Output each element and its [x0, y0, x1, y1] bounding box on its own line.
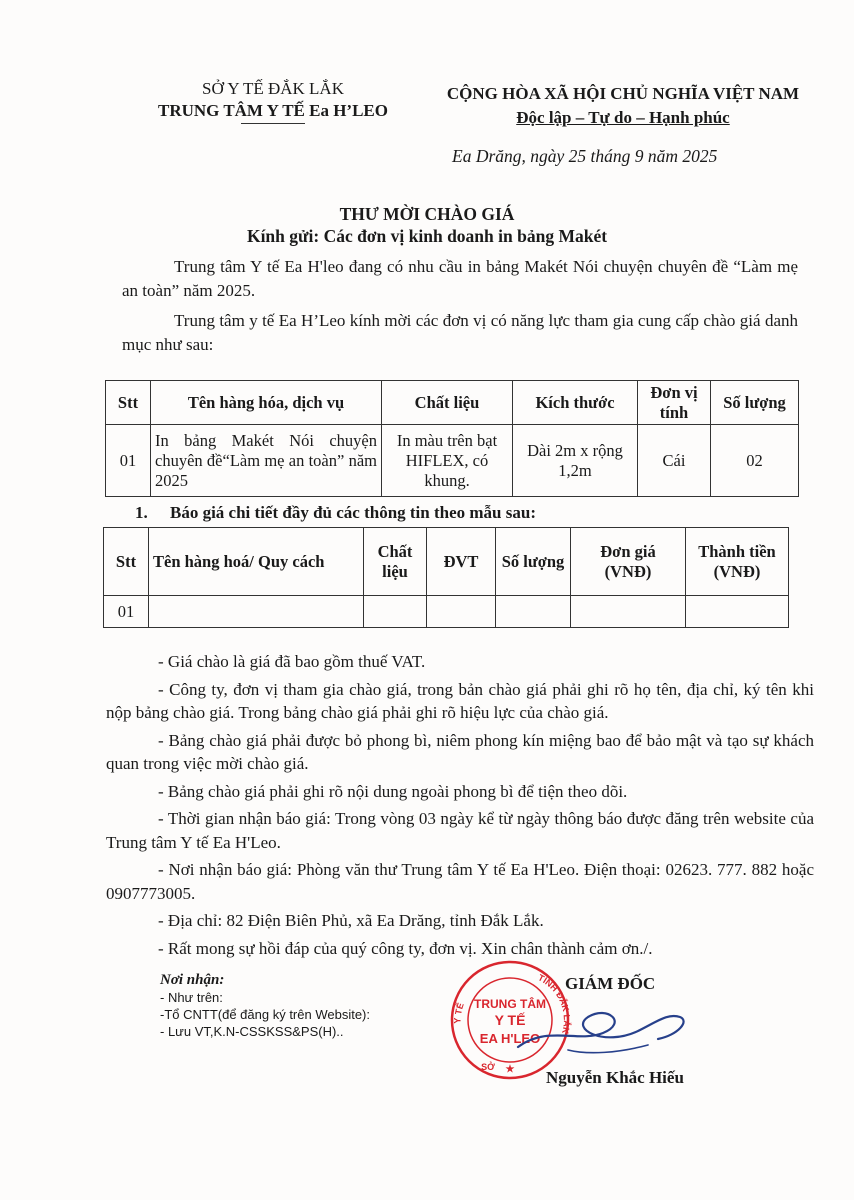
recipients-title: Nơi nhận: — [160, 972, 225, 988]
quote-col-total: Thành tiền (VNĐ) — [686, 528, 789, 596]
issuer-block — [128, 78, 418, 124]
quote-col-name: Tên hàng hoá/ Quy cách — [149, 528, 364, 596]
issuer-department: SỞ Y TẾ ĐẮK LẮK — [202, 79, 344, 98]
note-item: - Công ty, đơn vị tham gia chào giá, trong bản chào giá phải ghi rõ họ tên, địa chỉ, ký tên khi nộp bảng chào giá. Trong bảng chào giá phải ghi rõ hiệu lực của chào giá. — [106, 679, 814, 722]
recipient-item: - Như trên: — [160, 990, 223, 1005]
document-title: THƯ MỜI CHÀO GIÁ — [339, 204, 515, 224]
goods-table-row — [106, 425, 799, 497]
recipient-item: -Tổ CNTT(để đăng ký trên Website): — [160, 1007, 370, 1022]
date-line: Ea Drăng, ngày 25 tháng 9 năm 2025 — [452, 146, 718, 166]
goods-cell-unit: Cái — [638, 425, 711, 497]
recipients-block — [160, 972, 370, 1040]
signer-name: Nguyễn Khắc Hiếu — [546, 1068, 684, 1087]
quote-cell-total — [686, 596, 789, 628]
quote-cell-stt: 01 — [104, 596, 149, 628]
goods-cell-name: In bảng Makét Nói chuyện chuyên đề“Làm mẹ an toàn” năm 2025 — [151, 425, 382, 497]
section-number: 1. — [135, 503, 148, 522]
goods-table-header-row — [106, 381, 799, 425]
stamp-line-1: TRUNG TÂM — [474, 997, 546, 1011]
goods-cell-stt: 01 — [106, 425, 151, 497]
goods-cell-material: In màu trên bạt HIFLEX, có khung. — [382, 425, 513, 497]
goods-cell-quantity: 02 — [711, 425, 799, 497]
goods-cell-size: Dài 2m x rộng 1,2m — [513, 425, 638, 497]
note-item: - Nơi nhận báo giá: Phòng văn thư Trung tâm Y tế Ea H'Leo. Điện thoại: 02623. 777. 882 hoặc 0907773005. — [106, 860, 814, 903]
stamp-ring-right: TỈNH ĐẮK LẮK — [536, 972, 572, 1035]
goods-col-name: Tên hàng hóa, dịch vụ — [151, 381, 382, 425]
note-item: - Thời gian nhận báo giá: Trong vòng 03 ngày kể từ ngày thông báo được đăng trên website của Trung tâm Y tế Ea H'Leo. — [106, 809, 814, 852]
intro-paragraph-1: Trung tâm Y tế Ea H'leo đang có nhu cầu in bảng Makét Nói chuyện chuyên đề “Làm mẹ an toàn” năm 2025. — [122, 257, 798, 300]
notes-list — [106, 650, 814, 964]
note-item: - Bảng chào giá phải ghi rõ nội dung ngoài phong bì để tiện theo dõi. — [158, 781, 628, 801]
stamp-line-2: Y TẾ — [494, 1012, 526, 1028]
quote-col-unit: ĐVT — [427, 528, 496, 596]
note-item: - Rất mong sự hồi đáp của quý công ty, đơn vị. Xin chân thành cảm ơn./. — [158, 938, 653, 958]
quote-cell-material — [364, 596, 427, 628]
quote-table-header-row — [104, 528, 789, 596]
note-item: - Địa chỉ: 82 Điện Biên Phủ, xã Ea Drăng, tỉnh Đắk Lắk. — [158, 911, 544, 930]
section-text: Báo giá chi tiết đầy đủ các thông tin theo mẫu sau: — [170, 503, 536, 522]
quote-cell-quantity — [496, 596, 571, 628]
stamp-ring-left: Y TẾ — [452, 1001, 466, 1024]
stamp-ring-bottom: SỞ — [481, 1062, 495, 1072]
goods-table — [105, 380, 799, 497]
quote-cell-unit — [427, 596, 496, 628]
section-heading — [135, 503, 536, 523]
quote-form-table — [103, 527, 789, 628]
quote-col-material: Chất liệu — [364, 528, 427, 596]
note-item: - Bảng chào giá phải được bỏ phong bì, niêm phong kín miệng bao để bảo mật và tạo sự khách quan trong việc mời chào giá. — [106, 730, 814, 773]
handwritten-signature — [508, 995, 698, 1065]
quote-col-quantity: Số lượng — [496, 528, 571, 596]
goods-col-size: Kích thước — [513, 381, 638, 425]
issuer-center: TRUNG TÂM Y TẾ Ea H’LEO — [157, 101, 388, 120]
goods-col-quantity: Số lượng — [711, 381, 799, 425]
recipient-line: Kính gửi: Các đơn vị kinh doanh in bảng Makét — [246, 226, 608, 246]
nation-block — [418, 82, 828, 130]
document-title-block — [0, 203, 854, 247]
quote-cell-name — [149, 596, 364, 628]
recipient-item: - Lưu VT,K.N-CSSKSS&PS(H).. — [160, 1024, 344, 1039]
issuer-underline — [241, 123, 305, 124]
goods-col-material: Chất liệu — [382, 381, 513, 425]
quote-col-unit-price: Đơn giá (VNĐ) — [571, 528, 686, 596]
intro-paragraph-2: Trung tâm y tế Ea H’Leo kính mời các đơn vị có năng lực tham gia cung cấp chào giá danh mục như sau: — [122, 311, 798, 354]
stamp-star-icon: ★ — [505, 1064, 515, 1075]
goods-col-unit: Đơn vị tính — [638, 381, 711, 425]
nation-motto: Độc lập – Tự do – Hạnh phúc — [516, 108, 730, 127]
note-item: - Giá chào là giá đã bao gồm thuế VAT. — [158, 652, 426, 671]
goods-col-stt: Stt — [106, 381, 151, 425]
stamp-line-3: EA H'LEO — [479, 1031, 541, 1046]
nation-title: CỘNG HÒA XÃ HỘI CHỦ NGHĨA VIỆT NAM — [446, 84, 800, 103]
quote-cell-unit-price — [571, 596, 686, 628]
quote-col-stt: Stt — [104, 528, 149, 596]
signature-title: GIÁM ĐỐC — [565, 974, 656, 993]
quote-table-row — [104, 596, 789, 628]
